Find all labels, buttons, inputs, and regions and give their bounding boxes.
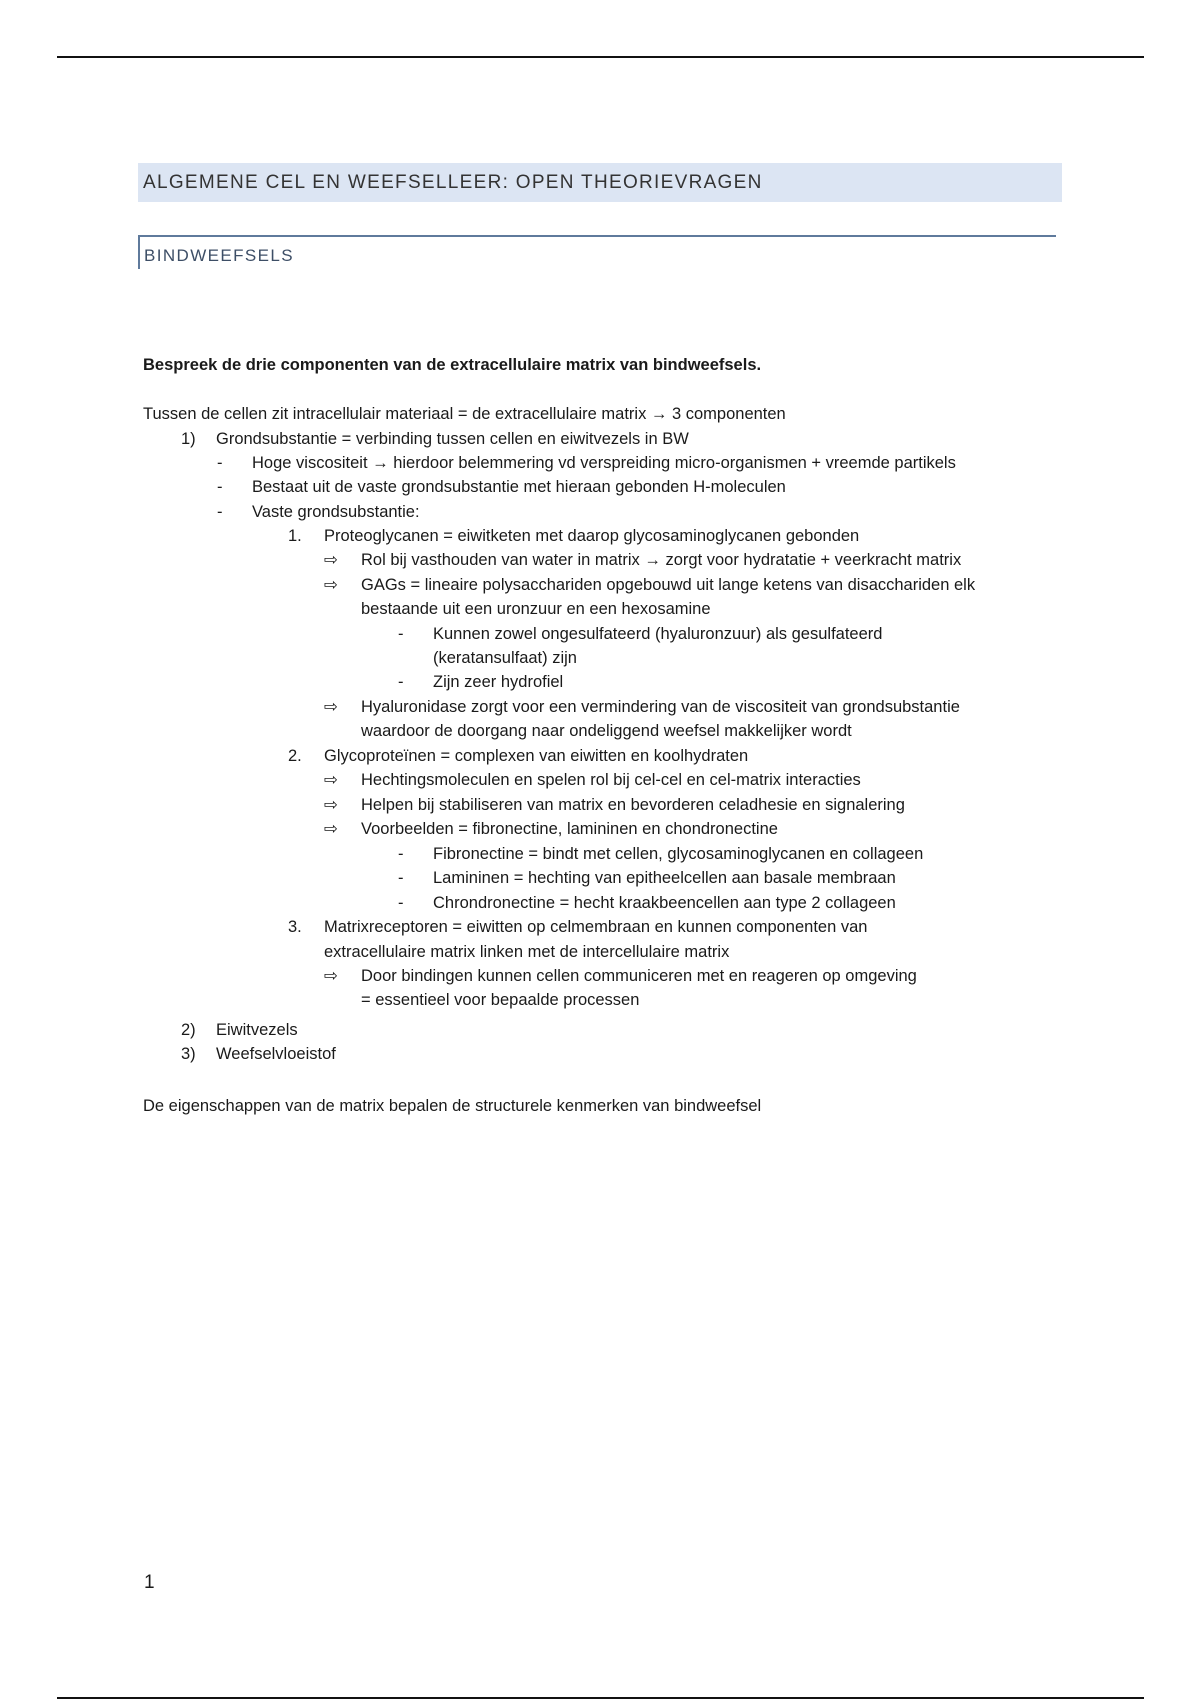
- list-item-text: GAGs = lineaire polysacchariden opgebouwd uit lange ketens van disacchariden elk: [361, 576, 976, 594]
- list-item-text: Hyaluronidase zorgt voor een vermindering van de viscositeit van grondsubstantie: [361, 698, 960, 716]
- list-marker: -: [217, 478, 223, 496]
- list-item-text: Matrixreceptoren = eiwitten op celmembraan en kunnen componenten van: [324, 918, 868, 936]
- list-item-text: Lamininen = hechting van epitheelcellen aan basale membraan: [433, 869, 896, 887]
- list-item-text: Grondsubstantie = verbinding tussen cellen en eiwitvezels in BW: [216, 430, 689, 448]
- list-marker: -: [398, 894, 404, 912]
- section-title: BINDWEEFSELS: [144, 246, 294, 265]
- list-marker: -: [398, 845, 404, 863]
- document-title-band: [138, 163, 1062, 202]
- intro-text: Tussen de cellen zit intracellulair materiaal = de extracellulaire matrix → 3 componenten: [143, 405, 786, 423]
- list-marker: 1.: [288, 527, 302, 545]
- list-item-text: Kunnen zowel ongesulfateerd (hyaluronzuur) als gesulfateerd: [433, 625, 883, 643]
- list-marker: ⇨: [324, 576, 338, 594]
- list-marker: -: [398, 673, 404, 691]
- footer-rule: [57, 1697, 1144, 1699]
- page-number: 1: [144, 1572, 155, 1593]
- list-item-text: Weefselvloeistof: [216, 1045, 336, 1063]
- list-item-text: Vaste grondsubstantie:: [252, 503, 420, 521]
- list-item-text: Chrondronectine = hecht kraakbeencellen aan type 2 collageen: [433, 894, 896, 912]
- list-item-text: Hoge viscositeit → hierdoor belemmering vd verspreiding micro-organismen + vreemde partikels: [252, 454, 956, 472]
- list-item-text: Glycoproteïnen = complexen van eiwitten en koolhydraten: [324, 747, 749, 765]
- section-heading: [138, 235, 1056, 269]
- question-text: Bespreek de drie componenten van de extracellulaire matrix van bindweefsels.: [143, 356, 762, 374]
- list-item-text: = essentieel voor bepaalde processen: [361, 991, 640, 1009]
- list-marker: -: [398, 869, 404, 887]
- list-marker: -: [398, 625, 404, 643]
- list-item-text: Voorbeelden = fibronectine, lamininen en chondronectine: [361, 820, 778, 838]
- list-marker: ⇨: [324, 698, 338, 716]
- list-marker: 2.: [288, 747, 302, 765]
- list-marker: ⇨: [324, 551, 338, 569]
- list-item-text: Bestaat uit de vaste grondsubstantie met hieraan gebonden H-moleculen: [252, 478, 786, 496]
- document-title: ALGEMENE CEL EN WEEFSELLEER: OPEN THEORIEVRAGEN: [143, 171, 763, 193]
- list-marker: ⇨: [324, 820, 338, 838]
- list-marker: ⇨: [324, 967, 338, 985]
- list-item-text: Door bindingen kunnen cellen communiceren met en reageren op omgeving: [361, 967, 917, 985]
- list-item-text: Proteoglycanen = eiwitketen met daarop glycosaminoglycanen gebonden: [324, 527, 860, 545]
- list-item-text: Zijn zeer hydrofiel: [433, 673, 564, 691]
- closing-text: De eigenschappen van de matrix bepalen de structurele kenmerken van bindweefsel: [143, 1097, 762, 1115]
- list-item-text: Eiwitvezels: [216, 1021, 298, 1039]
- list-item-text: Rol bij vasthouden van water in matrix → zorgt voor hydratatie + veerkracht matrix: [361, 551, 962, 569]
- list-marker: -: [217, 454, 223, 472]
- list-marker: 2): [181, 1021, 196, 1039]
- list-marker: -: [217, 503, 223, 521]
- list-item-text: (keratansulfaat) zijn: [433, 649, 577, 667]
- list-item-text: waardoor de doorgang naar ondeliggend weefsel makkelijker wordt: [361, 722, 852, 740]
- list-marker: ⇨: [324, 796, 338, 814]
- list-item-text: Hechtingsmoleculen en spelen rol bij cel-cel en cel-matrix interacties: [361, 771, 861, 789]
- header-rule: [57, 56, 1144, 58]
- list-item-text: Fibronectine = bindt met cellen, glycosaminoglycanen en collageen: [433, 845, 924, 863]
- list-marker: 1): [181, 430, 196, 448]
- list-marker: ⇨: [324, 771, 338, 789]
- list-item-text: bestaande uit een uronzuur en een hexosamine: [361, 600, 711, 618]
- list-item-text: extracellulaire matrix linken met de intercellulaire matrix: [324, 943, 730, 961]
- list-marker: 3.: [288, 918, 302, 936]
- list-marker: 3): [181, 1045, 196, 1063]
- list-item-text: Helpen bij stabiliseren van matrix en bevorderen celadhesie en signalering: [361, 796, 905, 814]
